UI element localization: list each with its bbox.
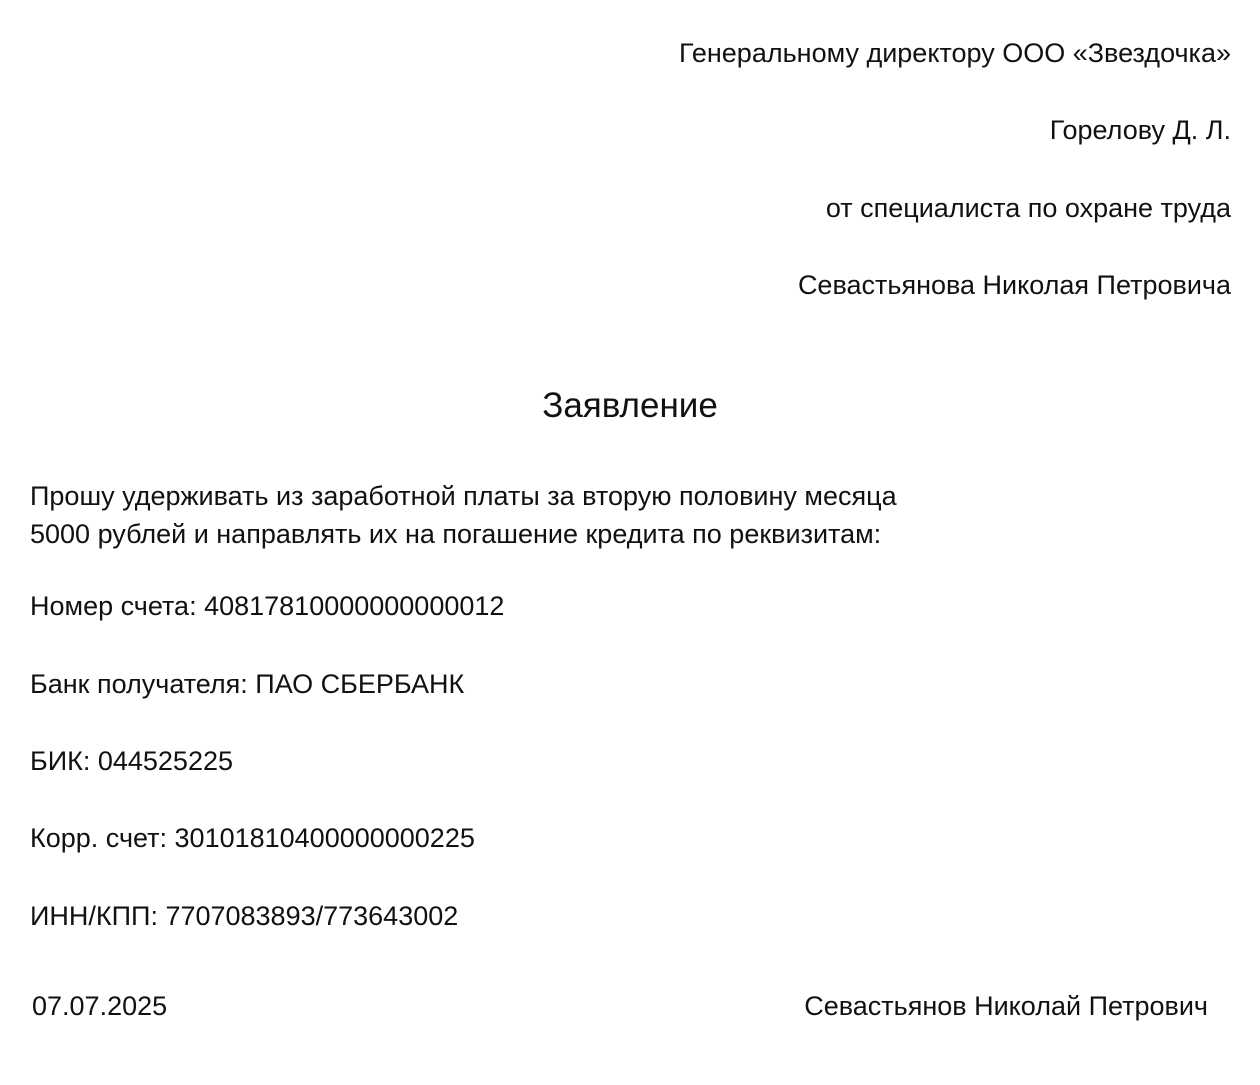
request-text [30,477,1130,553]
recipient-bank: Банк получателя: ПАО СБЕРБАНК [30,669,465,699]
correspondent-account: Корр. счет: 30101810400000000225 [30,823,475,853]
signer-name: Севастьянов Николай Петрович [804,991,1208,1021]
request-text-line-1: Прошу удерживать из заработной платы за вторую половину месяца [30,481,897,511]
addressee-name: Горелову Д. Л. [1049,115,1231,145]
sender-name: Севастьянова Николая Петровича [797,270,1231,300]
document-date: 07.07.2025 [32,991,168,1021]
inn-kpp: ИНН/КПП: 7707083893/773643002 [30,901,459,931]
bank-bik: БИК: 044525225 [30,746,234,776]
document-title: Заявление [542,386,718,425]
account-number: Номер счета: 40817810000000000012 [30,591,505,621]
sender-position: от специалиста по охране труда [825,193,1231,223]
request-text-line-2: 5000 рублей и направлять их на погашение кредита по реквизитам: [30,519,882,549]
addressee-position: Генеральному директору ООО «Звездочка» [679,38,1231,68]
